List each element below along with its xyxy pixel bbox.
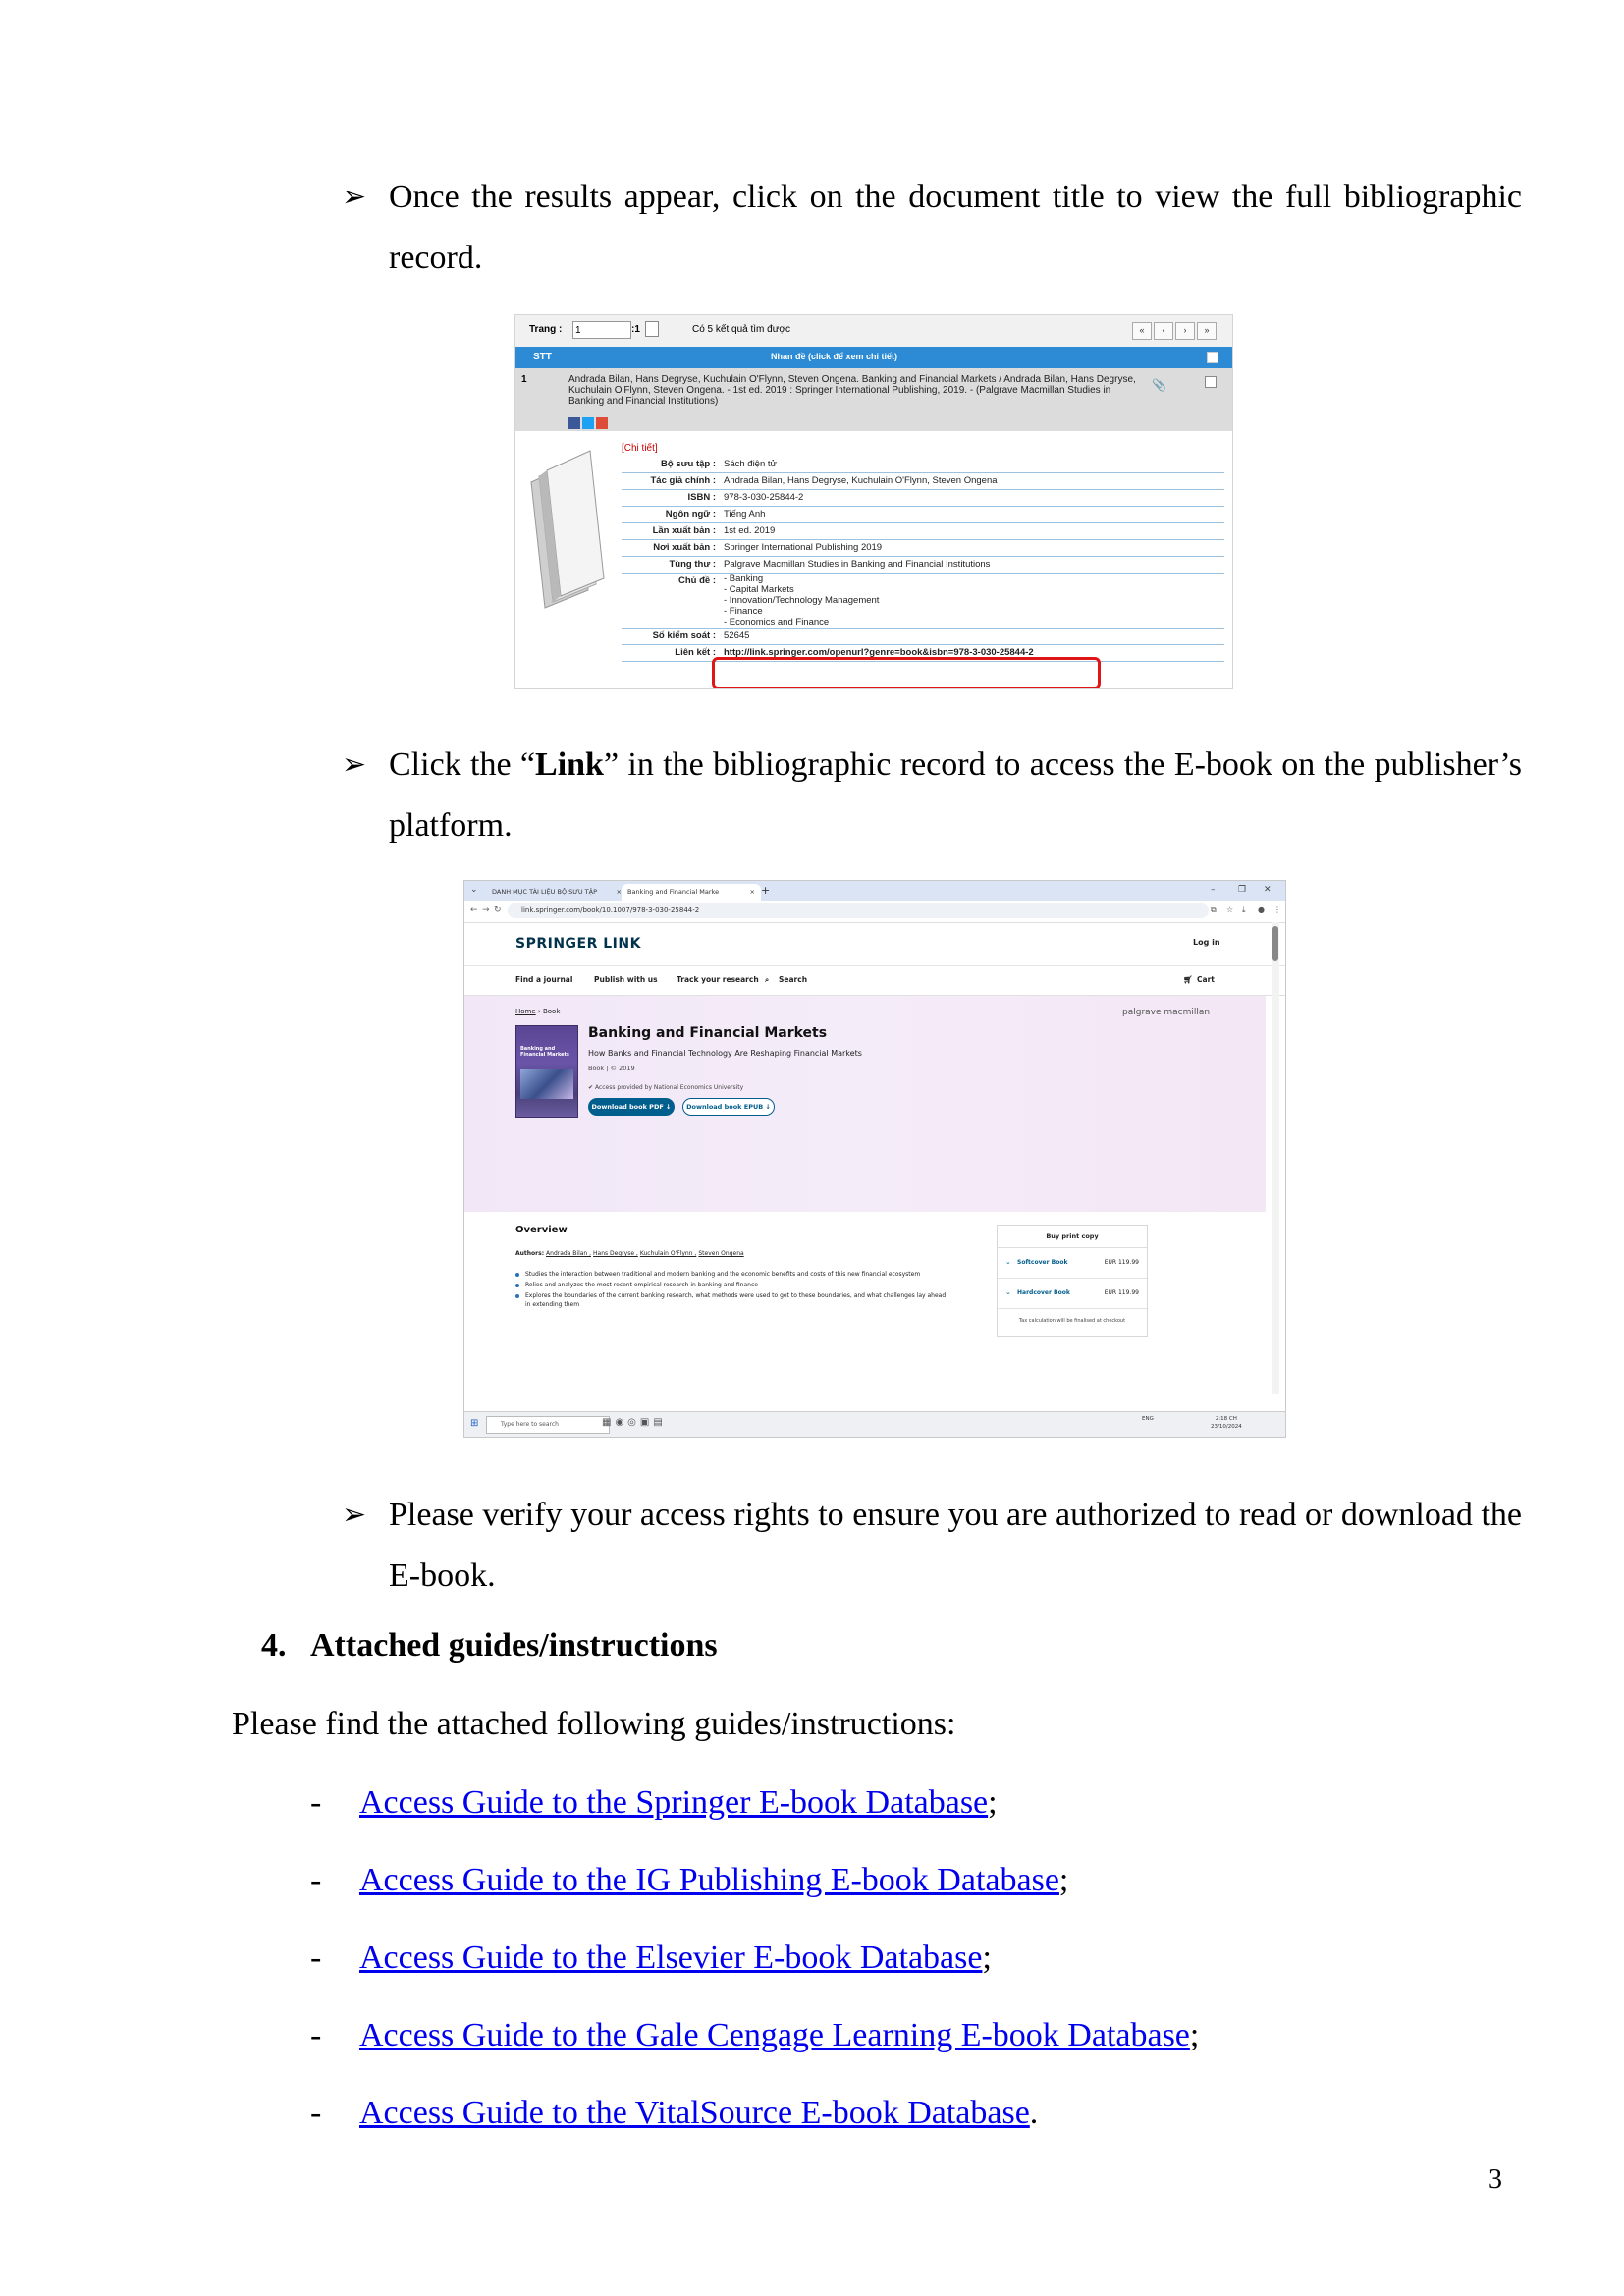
subject-item[interactable]: - Finance — [724, 606, 763, 617]
item-punct: ; — [982, 1940, 992, 1976]
step2-bold-link: Link — [535, 746, 604, 783]
page-icon[interactable] — [645, 321, 659, 337]
record-link[interactable]: http://link.springer.com/openurl?genre=book&isbn=978-3-030-25844-2 — [720, 645, 1224, 662]
field-label: ISBN : — [622, 490, 720, 507]
facebook-icon[interactable] — [568, 417, 580, 429]
bullet-arrow-icon: ➢ — [342, 181, 367, 213]
field-label: Nơi xuất bản : — [622, 540, 720, 557]
clock-date: 23/10/2024 — [1211, 1424, 1242, 1430]
row-title-link[interactable]: Andrada Bilan, Hans Degryse, Kuchulain O'Flynn, Steven Ongena. Banking and Financial Markets / Andrada Bilan, Hans Degryse, Kuchulain O'Flynn, Steven Ongena. - 1st ed. 2019 : Springer International Publishing, 2019. - (Palgrave Macmillan Studies in Banking and Financial Institutions) — [568, 374, 1136, 407]
field-value: 978-3-030-25844-2 — [720, 490, 1224, 507]
book-cover — [515, 1025, 578, 1118]
option-name: Softcover Book — [1017, 1259, 1068, 1266]
option-name: Hardcover Book — [1017, 1289, 1070, 1296]
windows-start-icon[interactable]: ⊞ — [470, 1418, 479, 1429]
first-page-button[interactable]: « — [1132, 322, 1152, 340]
window-close-icon[interactable]: ✕ — [1264, 885, 1272, 895]
result-count: Có 5 kết quả tìm được — [692, 324, 790, 335]
subject-item[interactable]: - Capital Markets — [724, 584, 794, 595]
step3-paragraph — [342, 1485, 1522, 1607]
section-intro: Please find the attached following guides/instructions: — [232, 1706, 956, 1742]
section-heading — [261, 1622, 718, 1669]
cover-image — [520, 1069, 573, 1099]
download-icon[interactable]: ⤓ — [1242, 905, 1246, 914]
field-value: Andrada Bilan, Hans Degryse, Kuchulain O'Flynn, Steven Ongena — [720, 473, 1224, 490]
browser-tabbar — [464, 881, 1285, 901]
minimize-icon[interactable]: – — [1211, 885, 1216, 895]
taskbar-apps-icon[interactable]: ▦◉◎▣▤ — [602, 1417, 667, 1428]
page-number: 3 — [1489, 2164, 1502, 2195]
tab-label: Banking and Financial Marke — [627, 888, 720, 896]
author-link[interactable]: Steven Ongena — [698, 1250, 744, 1257]
nav-find-journal[interactable]: Find a journal — [515, 975, 573, 984]
field-row — [622, 540, 1224, 557]
field-label: Bộ sưu tập : — [622, 457, 720, 473]
result-row[interactable] — [515, 368, 1232, 431]
subject-label: Chủ đề : — [622, 574, 720, 629]
step1-text: Once the results appear, click on the document title to view the full bibliographic record. — [389, 179, 1522, 276]
step2-pre: Click the “ — [389, 746, 536, 783]
catalog-pager — [515, 315, 1232, 347]
tab-springer[interactable] — [622, 884, 761, 901]
guide-link-springer[interactable]: Access Guide to the Springer E-book Database — [359, 1784, 989, 1821]
springer-screenshot — [463, 880, 1286, 1438]
twitter-icon[interactable] — [582, 417, 594, 429]
softcover-option[interactable] — [998, 1248, 1147, 1279]
subject-item[interactable]: - Banking — [724, 574, 764, 584]
step3-text: Please verify your access rights to ensure you are authorized to read or download the E-book. — [389, 1497, 1522, 1594]
guide-link-gale[interactable]: Access Guide to the Gale Cengage Learning E-book Database — [359, 2017, 1190, 2053]
field-value: Tiếng Anh — [720, 507, 1224, 523]
crumb-home[interactable]: Home — [515, 1008, 536, 1015]
url-field[interactable]: link.springer.com/book/10.1007/978-3-030-25844-2 — [508, 903, 1209, 918]
check-icon: ✔ — [588, 1084, 595, 1091]
chevron-down-icon: ⌄ — [1005, 1288, 1011, 1296]
field-value: 1st ed. 2019 — [720, 523, 1224, 540]
book-subtitle: How Banks and Financial Technology Are Reshaping Financial Markets — [588, 1049, 862, 1058]
dash-marker: - — [310, 1862, 322, 1898]
scroll-thumb[interactable] — [1272, 926, 1278, 961]
field-value: Springer International Publishing 2019 — [720, 540, 1224, 557]
dash-marker: - — [310, 2017, 322, 2053]
tab-label: DANH MỤC TÀI LIỆU BỘ SƯU TẬP — [492, 888, 597, 896]
subject-item[interactable]: - Innovation/Technology Management — [724, 595, 880, 606]
link-highlight-box — [712, 657, 1101, 689]
profile-icon[interactable]: ● — [1258, 905, 1265, 914]
option-price: EUR 119.99 — [1104, 1289, 1139, 1296]
back-icon[interactable]: ← — [470, 905, 478, 915]
control-label: Số kiểm soát : — [622, 629, 720, 645]
guide-link-elsevier[interactable]: Access Guide to the Elsevier E-book Database — [359, 1940, 983, 1976]
field-row — [622, 557, 1224, 574]
step2-post: ” in the bibliographic record to access the E-book on the publisher’s platform. — [389, 746, 1522, 844]
translate-icon[interactable]: ⧉ — [1211, 905, 1217, 914]
download-epub-button[interactable]: Download book EPUB ↓ — [682, 1098, 775, 1116]
item-punct: ; — [1189, 2017, 1200, 2053]
chevron-down-icon: ⌄ — [1005, 1258, 1011, 1266]
bullet-arrow-icon: ➢ — [342, 1499, 367, 1531]
crumb-book: Book — [542, 1008, 561, 1015]
step2-paragraph — [342, 735, 1522, 856]
authors-line — [515, 1250, 746, 1257]
publisher-logo: palgrave macmillan — [1122, 1008, 1211, 1017]
detail-link[interactable]: [Chi tiết] — [622, 443, 658, 454]
dash-marker: - — [310, 1784, 322, 1821]
overview-item: Relies and analyzes the most recent empirical research in banking and finance — [515, 1281, 947, 1289]
prev-page-button[interactable]: ‹ — [1154, 322, 1173, 340]
dash-marker: - — [310, 2095, 322, 2131]
taskbar-search[interactable]: Type here to search — [486, 1416, 610, 1434]
section-number: 4. — [261, 1627, 287, 1664]
author-link[interactable]: Kuchulain O'Flynn , — [639, 1250, 697, 1257]
springer-logo[interactable]: SPRINGER LINK — [515, 936, 641, 952]
step1-paragraph — [342, 167, 1522, 289]
share-icons — [568, 417, 610, 432]
bookmark-star-icon[interactable]: ☆ — [1226, 905, 1234, 914]
author-link[interactable]: Andrada Bilan , — [546, 1250, 592, 1257]
page-total: :1 — [631, 324, 640, 335]
reload-icon[interactable]: ↻ — [494, 905, 502, 915]
tax-note: Tax calculation will be finalised at checkout — [1018, 1318, 1126, 1324]
item-punct: . — [1029, 2095, 1039, 2131]
crumb-separator: › — [537, 1008, 541, 1015]
row-checkbox[interactable] — [1205, 376, 1217, 388]
taskbar-clock[interactable] — [1211, 1415, 1242, 1431]
control-row — [622, 629, 1224, 645]
access-text: Access provided by National Economics University — [594, 1084, 744, 1091]
nav-search[interactable]: Search — [779, 975, 808, 984]
book-hero — [464, 996, 1266, 1212]
search-icon[interactable]: ⌕ — [765, 975, 770, 984]
field-row — [622, 507, 1224, 523]
field-label: Tác giả chính : — [622, 473, 720, 490]
google-plus-icon[interactable] — [596, 417, 608, 429]
springer-nav — [464, 965, 1285, 996]
login-link[interactable]: Log in — [1193, 938, 1220, 947]
field-value: Sách điện tử — [720, 457, 1224, 473]
nav-track[interactable]: Track your research — [677, 975, 759, 984]
forward-icon[interactable]: → — [482, 905, 490, 915]
download-pdf-button[interactable]: Download book PDF ↓ — [588, 1098, 675, 1116]
ebook-icon: 📎 — [1152, 378, 1166, 392]
field-label: Ngôn ngữ : — [622, 507, 720, 523]
book-title: Banking and Financial Markets — [588, 1025, 828, 1041]
catalog-screenshot — [514, 314, 1233, 689]
field-row — [622, 523, 1224, 540]
item-punct: ; — [1058, 1862, 1069, 1898]
guide-link-vitalsource[interactable]: Access Guide to the VitalSource E-book Database — [359, 2095, 1030, 2131]
field-label: Lần xuất bản : — [622, 523, 720, 540]
bullet-arrow-icon: ➢ — [342, 748, 367, 781]
record-detail-table — [622, 457, 1224, 662]
col-title: Nhan đề (click để xem chi tiết) — [771, 352, 898, 361]
clock-time: 2:18 CH — [1215, 1416, 1237, 1422]
buy-title: Buy print copy — [998, 1226, 1147, 1248]
breadcrumb — [515, 1008, 560, 1015]
system-tray[interactable]: ENG — [1142, 1416, 1154, 1422]
step2-text — [389, 735, 1522, 856]
subject-row — [622, 574, 1224, 629]
maximize-icon[interactable]: ❐ — [1238, 885, 1247, 895]
link-label: Liên kết : — [622, 645, 720, 662]
select-all-checkbox[interactable] — [1207, 352, 1218, 363]
subject-list — [720, 574, 1224, 629]
close-icon[interactable]: × — [749, 888, 755, 896]
guide-link-ig-publishing[interactable]: Access Guide to the IG Publishing E-book Database — [359, 1862, 1059, 1898]
field-row — [622, 457, 1224, 473]
book-meta: Book | © 2019 — [588, 1065, 635, 1072]
field-value: Palgrave Macmillan Studies in Banking and Financial Institutions — [720, 557, 1224, 574]
cover-title: Banking and Financial Markets — [520, 1046, 569, 1058]
item-punct: ; — [988, 1784, 998, 1821]
cart-icon[interactable]: 🛒︎ — [1183, 975, 1193, 984]
pager-label: Trang : — [529, 324, 563, 335]
subject-item[interactable]: - Economics and Finance — [724, 617, 830, 628]
springer-header — [464, 922, 1285, 966]
overview-heading: Overview — [515, 1225, 568, 1235]
page-scrollbar[interactable] — [1272, 922, 1279, 1394]
author-link[interactable]: Hans Degryse , — [593, 1250, 638, 1257]
field-row — [622, 473, 1224, 490]
hardcover-option[interactable] — [998, 1279, 1147, 1309]
more-menu-icon[interactable]: ⋮ — [1273, 905, 1281, 914]
field-label: Tùng thư : — [622, 557, 720, 574]
new-tab-button[interactable]: + — [761, 884, 771, 897]
row-number: 1 — [521, 374, 527, 385]
control-value: 52645 — [720, 629, 1224, 645]
authors-label: Authors: — [515, 1250, 545, 1257]
access-note — [588, 1084, 743, 1091]
overview-list — [515, 1270, 947, 1311]
option-price: EUR 119.99 — [1104, 1259, 1139, 1266]
buy-print-box — [997, 1225, 1148, 1337]
dash-marker: - — [310, 1940, 322, 1976]
close-icon[interactable]: × — [616, 888, 622, 896]
overview-item: Explores the boundaries of the current banking research, what methods were used to get to these boundaries, and what challenges lay ahead in extending them — [515, 1291, 947, 1309]
overview-item: Studies the interaction between traditional and modern banking and the economic benefits and costs of this new financial ecosystem — [515, 1270, 947, 1279]
nav-publish[interactable]: Publish with us — [594, 975, 658, 984]
address-bar — [464, 901, 1285, 923]
page-input[interactable] — [572, 321, 631, 339]
tab-catalog[interactable] — [486, 884, 627, 901]
tab-menu-icon[interactable]: ⌄ — [470, 885, 478, 895]
next-page-button[interactable]: › — [1175, 322, 1195, 340]
windows-taskbar — [464, 1411, 1285, 1438]
results-header — [515, 347, 1232, 368]
field-row — [622, 490, 1224, 507]
section-title: Attached guides/instructions — [310, 1627, 718, 1664]
last-page-button[interactable]: » — [1197, 322, 1217, 340]
nav-cart[interactable]: Cart — [1197, 975, 1215, 984]
col-stt: STT — [533, 352, 552, 362]
books-icon — [517, 443, 616, 610]
